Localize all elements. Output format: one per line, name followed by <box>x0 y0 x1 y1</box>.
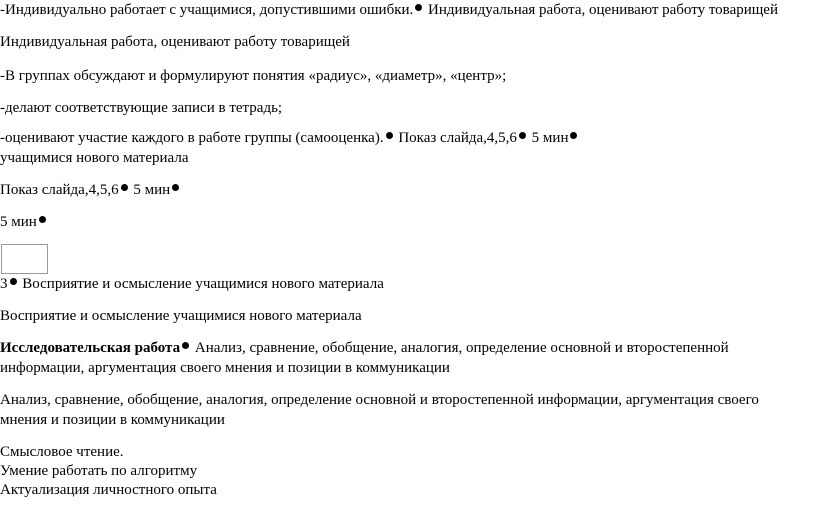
text-segment: Анализ, сравнение, обобщение, аналогия, определение основной и второстепенной <box>191 340 729 356</box>
text-line-11 <box>0 338 729 358</box>
text-line-1 <box>0 0 778 20</box>
bullet-icon <box>10 278 17 285</box>
text-line-7 <box>0 180 181 200</box>
text-line-17: Актуализация личностного опыта <box>0 482 217 498</box>
text-line-10: Восприятие и осмысление учащимися нового материала <box>0 308 362 324</box>
text-line-12: информации, аргументация своего мнения и позиции в коммуникации <box>0 360 450 376</box>
text-line-13: Анализ, сравнение, обобщение, аналогия, определение основной и второстепенной информации, аргументация своего <box>0 392 759 408</box>
bullet-icon <box>182 342 189 349</box>
empty-box <box>1 244 48 274</box>
bullet-icon <box>39 216 46 223</box>
text-line-14: мнения и позиции в коммуникации <box>0 412 225 428</box>
text-line-15: Смысловое чтение. <box>0 444 124 460</box>
bullet-icon <box>570 132 577 139</box>
text-line-5 <box>0 128 579 148</box>
bold-heading: Исследовательская работа <box>0 340 181 356</box>
text-segment: Показ слайда,4,5,6 <box>394 130 517 146</box>
bullet-icon <box>519 132 526 139</box>
text-segment: Восприятие и осмысление учащимися нового материала <box>18 276 384 292</box>
text-segment: -оценивают участие каждого в работе группы (самооценка). <box>0 130 384 146</box>
text-line-16: Умение работать по алгоритму <box>0 463 198 479</box>
text-segment: 3 <box>0 276 8 292</box>
text-segment: -Индивидуально работает с учащимися, допустившими ошибки. <box>0 2 414 18</box>
text-segment: 5 мин <box>0 214 37 230</box>
text-line-6: учащимися нового материала <box>0 150 189 166</box>
text-line-9 <box>0 274 384 294</box>
bullet-icon <box>415 4 422 11</box>
text-segment: 5 мин <box>129 182 171 198</box>
text-line-2: Индивидуальная работа, оценивают работу товарищей <box>0 34 350 50</box>
text-segment: Показ слайда,4,5,6 <box>0 182 119 198</box>
text-line-3: -В группах обсуждают и формулируют понятия «радиус», «диаметр», «центр»; <box>0 68 507 84</box>
bullet-icon <box>386 132 393 139</box>
bullet-icon <box>121 184 128 191</box>
text-line-8 <box>0 212 48 232</box>
text-line-4: -делают соответствующие записи в тетрадь; <box>0 100 283 116</box>
text-segment: Индивидуальная работа, оценивают работу товарищей <box>424 2 778 18</box>
bullet-icon <box>172 184 179 191</box>
text-segment: 5 мин <box>527 130 569 146</box>
